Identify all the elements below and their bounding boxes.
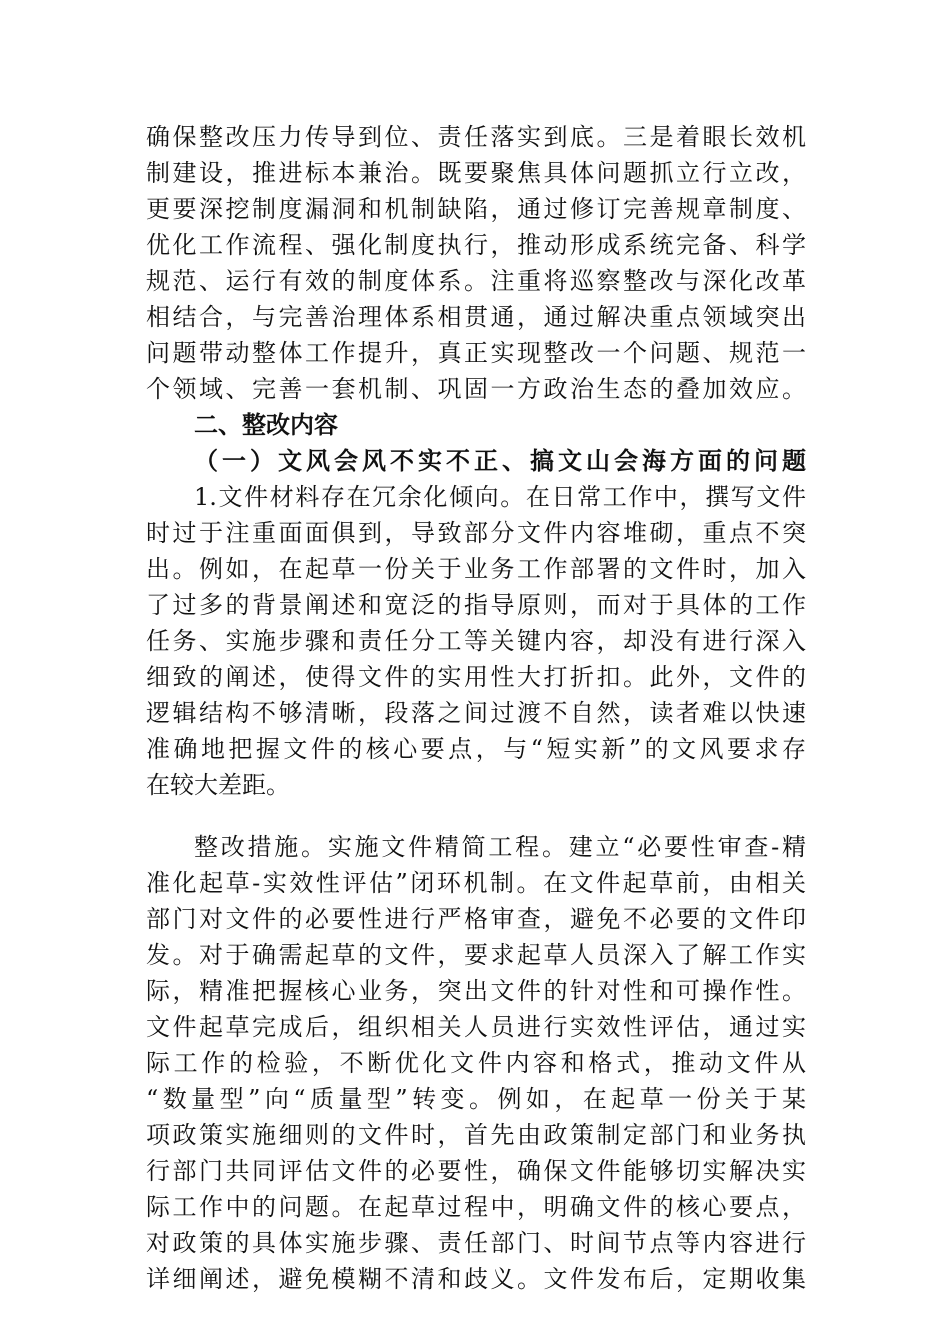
paragraph-1-line: 确保整改压力传导到位、责任落实到底。三是着眼长效机 (146, 123, 806, 151)
paragraph-2-line: 在较大差距。 (146, 771, 290, 799)
paragraph-1-line: 优化工作流程、强化制度执行，推动形成系统完备、科学 (146, 231, 806, 259)
section-heading: 二、整改内容 (194, 411, 338, 439)
paragraph-3-line: 际，精准把握核心业务，突出文件的针对性和可操作性。 (146, 977, 806, 1005)
paragraph-2-line: 1.文件材料存在冗余化倾向。在日常工作中，撰写文件 (194, 483, 806, 511)
paragraph-3-line: “数量型”向“质量型”转变。例如，在起草一份关于某 (146, 1085, 806, 1113)
paragraph-3-line: 对政策的具体实施步骤、责任部门、时间节点等内容进行 (146, 1229, 806, 1257)
paragraph-3-line: 际工作的检验，不断优化文件内容和格式，推动文件从 (146, 1049, 806, 1077)
paragraph-1-line: 制建设，推进标本兼治。既要聚焦具体问题抓立行立改， (146, 159, 806, 187)
paragraph-3-line: 发。对于确需起草的文件，要求起草人员深入了解工作实 (146, 941, 806, 969)
paragraph-2-line: 细致的阐述，使得文件的实用性大打折扣。此外，文件的 (146, 663, 806, 691)
paragraph-3-line: 际工作中的问题。在起草过程中，明确文件的核心要点， (146, 1193, 806, 1221)
paragraph-1-line: 规范、运行有效的制度体系。注重将巡察整改与深化改革 (146, 267, 806, 295)
paragraph-2-line: 了过多的背景阐述和宽泛的指导原则，而对于具体的工作 (146, 591, 806, 619)
paragraph-2-line: 逻辑结构不够清晰，段落之间过渡不自然，读者难以快速 (146, 699, 806, 727)
paragraph-1-line: 更要深挖制度漏洞和机制缺陷，通过修订完善规章制度、 (146, 195, 806, 223)
paragraph-2-line: 时过于注重面面俱到，导致部分文件内容堆砌，重点不突 (146, 519, 806, 547)
paragraph-3-line: 整改措施。实施文件精简工程。建立“必要性审查-精 (194, 833, 806, 861)
subsection-heading: （一）文风会风不实不正、搞文山会海方面的问题 (194, 446, 806, 475)
paragraph-3-line: 文件起草完成后，组织相关人员进行实效性评估，通过实 (146, 1013, 806, 1041)
paragraph-2-line: 准确地把握文件的核心要点，与“短实新”的文风要求存 (146, 735, 806, 763)
paragraph-1-line: 个领域、完善一套机制、巩固一方政治生态的叠加效应。 (146, 375, 806, 403)
paragraph-3-line: 部门对文件的必要性进行严格审查，避免不必要的文件印 (146, 905, 806, 933)
paragraph-3-line: 项政策实施细则的文件时，首先由政策制定部门和业务执 (146, 1121, 806, 1149)
paragraph-3-line: 详细阐述，避免模糊不清和歧义。文件发布后，定期收集 (146, 1265, 806, 1293)
paragraph-1-line: 问题带动整体工作提升，真正实现整改一个问题、规范一 (146, 339, 806, 367)
paragraph-3-line: 准化起草-实效性评估”闭环机制。在文件起草前，由相关 (146, 869, 806, 897)
paragraph-3-line: 行部门共同评估文件的必要性，确保文件能够切实解决实 (146, 1157, 806, 1185)
paragraph-2-line: 任务、实施步骤和责任分工等关键内容，却没有进行深入 (146, 627, 806, 655)
paragraph-2-line: 出。例如，在起草一份关于业务工作部署的文件时，加入 (146, 555, 806, 583)
paragraph-1-line: 相结合，与完善治理体系相贯通，通过解决重点领域突出 (146, 303, 806, 331)
